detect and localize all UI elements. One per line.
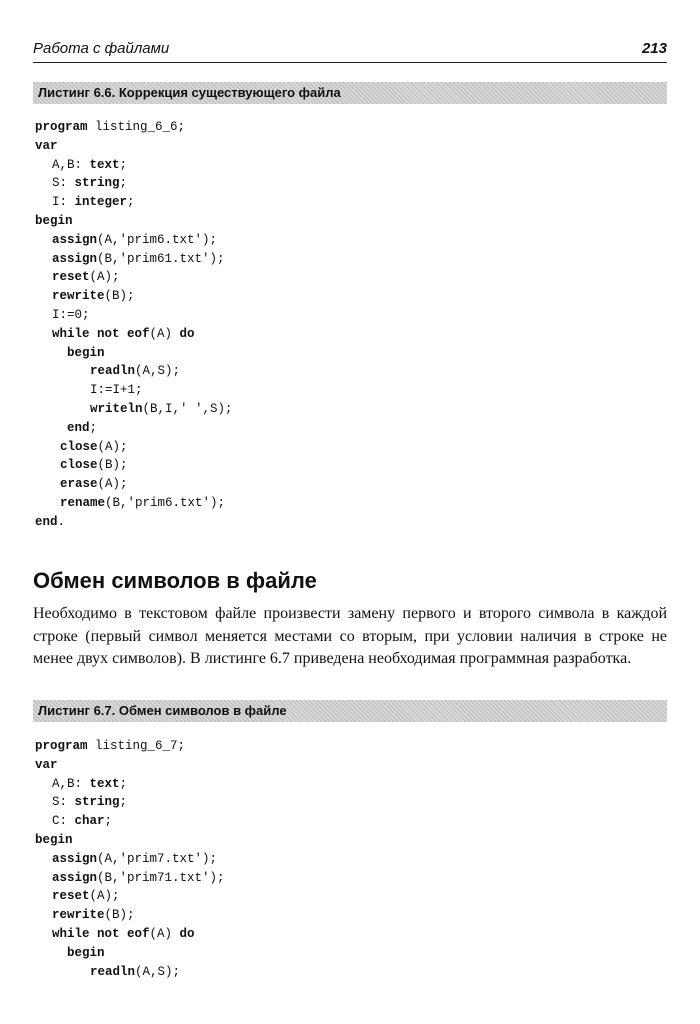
header-rule [33, 62, 667, 63]
code-text: (A,'prim6.txt'); [97, 232, 218, 247]
code-keyword: string [74, 795, 120, 810]
code-line [35, 775, 225, 794]
code-line [35, 137, 233, 156]
code-text: (A); [89, 270, 120, 285]
code-line [35, 193, 233, 212]
code-text: (B); [104, 908, 135, 923]
code-keyword: erase [60, 477, 98, 492]
code-keyword: assign [52, 251, 98, 266]
code-line [35, 156, 233, 175]
code-text: ; [89, 420, 98, 435]
code-text: ; [119, 795, 128, 810]
code-listing [35, 118, 233, 532]
code-line [35, 831, 225, 850]
code-line [35, 850, 225, 869]
code-text: . [57, 514, 66, 529]
code-text: (A,'prim7.txt'); [97, 851, 218, 866]
listing-caption: Листинг 6.6. Коррекция существующего файла [38, 85, 341, 100]
code-keyword: close [60, 439, 98, 454]
code-text: (B,I,' ',S); [142, 401, 233, 416]
code-keyword: end [35, 514, 58, 529]
code-keyword: rewrite [52, 289, 105, 304]
code-line [35, 381, 233, 400]
code-line [35, 362, 233, 381]
code-text: A,B: [52, 157, 90, 172]
code-line [35, 812, 225, 831]
code-text: (A,S); [135, 364, 181, 379]
code-line [35, 118, 233, 137]
code-keyword: var [35, 757, 58, 772]
code-line [35, 756, 225, 775]
code-line [35, 737, 225, 756]
code-keyword: readln [90, 364, 136, 379]
code-text: listing_6_6; [87, 120, 186, 134]
code-text: S: [52, 176, 75, 191]
code-line [35, 906, 225, 925]
code-line [35, 494, 233, 513]
running-header-title: Работа с файлами [33, 40, 170, 57]
code-text: ; [127, 195, 135, 210]
code-keyword: integer [74, 195, 128, 210]
code-keyword: assign [52, 232, 98, 247]
code-line [35, 325, 233, 344]
code-text: I:=0; [52, 307, 90, 322]
code-line [35, 475, 233, 494]
code-line [35, 344, 233, 363]
code-text: S: [52, 795, 75, 810]
code-line [35, 925, 225, 944]
code-text: (A) [149, 326, 180, 341]
code-text: ; [119, 157, 128, 172]
code-text: (A) [149, 926, 180, 941]
code-text: C: [52, 814, 75, 829]
section-heading: Обмен символов в файле [33, 568, 317, 593]
code-line [35, 174, 233, 193]
code-keyword: text [89, 157, 120, 172]
code-line [35, 250, 233, 269]
code-line [35, 400, 233, 419]
code-text: (B); [104, 289, 135, 304]
code-keyword: rewrite [52, 908, 105, 923]
code-line [35, 438, 233, 457]
listing-caption: Листинг 6.7. Обмен символов в файле [38, 703, 287, 718]
code-text: (A); [97, 439, 128, 454]
body-paragraph: Необходимо в текстовом файле произвести замену первого и второго символа в каждой строке (первый символ меняется местами со вторым, при условии наличия в строке не менее двух символов). В листинге 6.7 приведена необходимая программная разработка. [33, 605, 667, 667]
code-keyword: program [35, 739, 88, 753]
code-line [35, 793, 225, 812]
code-line [35, 513, 233, 532]
code-keyword: close [60, 458, 98, 473]
code-text: (A); [97, 477, 128, 492]
code-line [35, 419, 233, 438]
code-text: (B,'prim6.txt'); [105, 495, 226, 510]
code-keyword: assign [52, 870, 98, 885]
code-keyword: begin [35, 832, 73, 847]
code-keyword: do [179, 926, 195, 941]
code-line [35, 268, 233, 287]
code-text: (A); [89, 889, 120, 904]
code-keyword: while not eof [52, 926, 150, 941]
code-text: I: [52, 195, 75, 210]
code-line [35, 231, 233, 250]
page-number: 213 [641, 40, 667, 57]
code-text: (B,'prim61.txt'); [97, 251, 225, 266]
listing-caption-bar [33, 700, 667, 722]
listing-caption-bar [33, 82, 667, 104]
code-keyword: string [74, 176, 120, 191]
code-text: A,B: [52, 776, 90, 791]
code-keyword: assign [52, 851, 98, 866]
code-text: (A,S); [135, 964, 181, 979]
code-line [35, 287, 233, 306]
code-text: (B); [97, 458, 128, 473]
code-keyword: end [67, 420, 90, 435]
code-keyword: reset [52, 270, 90, 285]
code-keyword: writeln [90, 401, 143, 416]
code-keyword: readln [90, 964, 136, 979]
code-keyword: rename [60, 495, 106, 510]
code-line [35, 212, 233, 231]
code-keyword: reset [52, 889, 90, 904]
code-line [35, 869, 225, 888]
code-keyword: do [179, 326, 195, 341]
code-line [35, 887, 225, 906]
code-keyword: begin [67, 945, 105, 960]
code-keyword: text [89, 776, 120, 791]
code-line [35, 456, 233, 475]
code-text: (B,'prim71.txt'); [97, 870, 225, 885]
code-keyword: begin [35, 213, 73, 228]
code-line [35, 306, 233, 325]
code-text: ; [119, 776, 128, 791]
code-text: I:=I+1; [90, 383, 143, 398]
code-keyword: program [35, 120, 88, 134]
code-keyword: char [74, 814, 105, 829]
code-line [35, 963, 225, 982]
code-listing [35, 737, 225, 981]
code-text: listing_6_7; [87, 739, 186, 753]
code-keyword: var [35, 138, 58, 153]
code-keyword: while not eof [52, 326, 150, 341]
code-text: ; [104, 814, 113, 829]
code-keyword: begin [67, 345, 105, 360]
code-text: ; [119, 176, 128, 191]
code-line [35, 944, 225, 963]
